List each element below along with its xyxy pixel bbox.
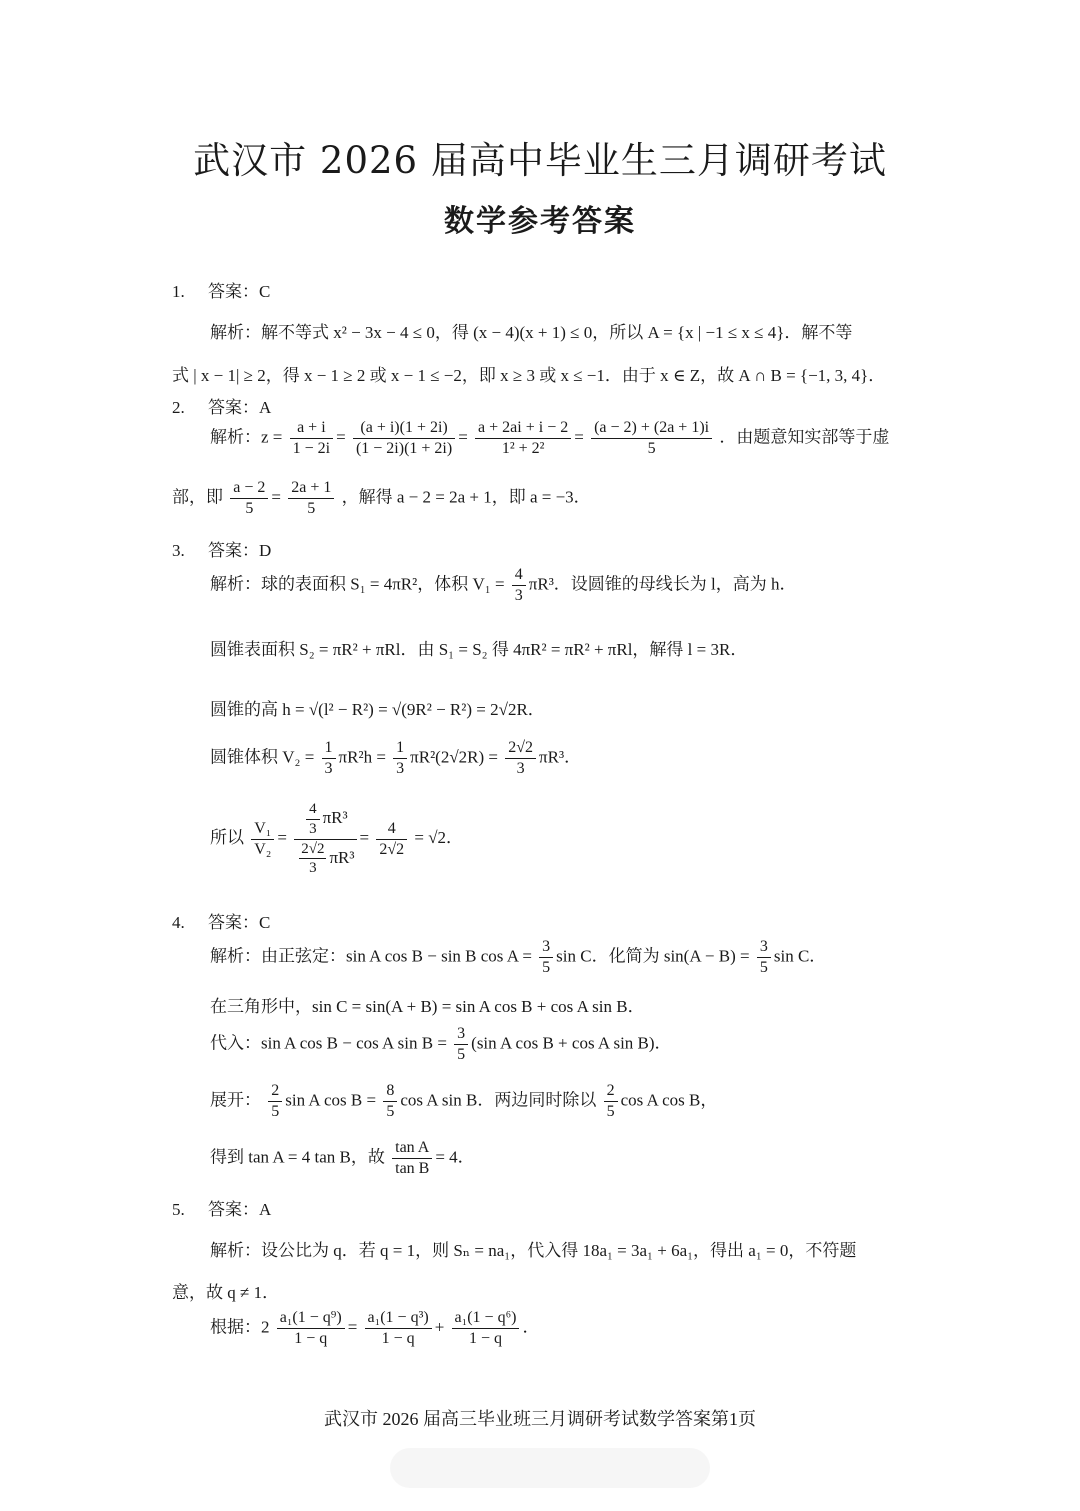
q2-l2-post: ，解得 a − 2 = 2a + 1，即 a = −3． (341, 487, 591, 507)
q4-answer-text: 答案：C (208, 913, 271, 932)
q4-fraction-7: $\frac{\text{tan A}}{\text{tan B}}$ (392, 1138, 432, 1179)
q4-l1-mid: sin C．化简为 sin(A − B) = (556, 946, 750, 966)
q4-fraction-3: $\frac{3}{5}$ (454, 1024, 468, 1065)
q4-solution-line-3 (210, 1024, 672, 1065)
q4-solution-line-5 (210, 1138, 475, 1179)
q4-l1-post: sin C． (773, 946, 827, 966)
q4-solution-line-1 (210, 937, 826, 978)
q3-nested-top-frac: $\frac{4}{3}$ (306, 800, 320, 839)
q4-l4-pre: 展开： (210, 1090, 261, 1110)
q3-l5-post: = √2． (414, 827, 464, 847)
q4-fraction-1: $\frac{3}{5}$ (539, 937, 553, 978)
q2-l2-pre: 部，即 (172, 487, 223, 507)
q3-solution-line-1 (210, 565, 797, 606)
q3-l4-pre: 圆锥体积 V₂ = (210, 747, 315, 767)
q3-solution-line-5: 所以 $\frac{\text{V₁}}{\text{V₂}}$ = $\frac{4}{3}$ πR³ $\frac{2√2}{3}$ πR³ = $\frac{4}{2√2}$ = √2． (210, 801, 464, 877)
q5-fraction-2: $\frac{\text{a₁(1 − q³)}}{1 - q}$ (365, 1308, 432, 1349)
scan-shadow (390, 1448, 710, 1488)
q3-answer-text: 答案：D (208, 541, 272, 560)
q4-answer (172, 908, 270, 933)
q4-l3-pre: 代入：sin A cos B − cos A sin B = (210, 1033, 447, 1053)
document-subtitle: 数学参考答案 (444, 204, 636, 239)
q3-fraction-5: $\frac{4}{2√2}$ (376, 819, 407, 860)
q3-l4-mid2: πR²(2√2R) = (410, 747, 499, 767)
q4-solution-line-4 (210, 1081, 717, 1122)
q5-fraction-3: $\frac{\text{a₁(1 − q⁶)}}{1 - q}$ (452, 1308, 520, 1349)
q4-fraction-2: $\frac{3}{5}$ (757, 937, 771, 978)
q3-solution-line-4 (210, 738, 581, 779)
q3-nested-bot-frac: $\frac{2√2}{3}$ (301, 840, 325, 877)
q3-answer (172, 536, 271, 561)
q2-solution-line-2: 部，即 $\frac{a - 2}{5}$ = $\frac{2a + 1}{5}$ ，解得 a − 2 = 2a + 1，即 a = −3． (172, 479, 591, 517)
q2-answer-text: 答案：A (208, 398, 272, 417)
q2-fraction-2: $\frac{(a + i)(1 + 2i)}{(1 - 2i)(1 + 2i)}$ (353, 418, 455, 459)
q4-fraction-6: $\frac{2}{5}$ (604, 1081, 618, 1122)
q4-fraction-5: $\frac{8}{5}$ (383, 1081, 397, 1122)
q5-fraction-1: $\frac{\text{a₁(1 − q⁹)}}{1 - q}$ (277, 1308, 345, 1349)
q3-solution-line-3: 圆锥的高 h = √(l² − R²) = √(9R² − R²) = 2√2R． (210, 700, 545, 719)
q5-number: 5. (172, 1200, 185, 1219)
q5-answer (172, 1195, 271, 1220)
q1-number: 1. (172, 282, 185, 301)
q2-l1-pre: 解析：z = (210, 427, 283, 447)
q3-number: 3. (172, 541, 185, 560)
q3-nested-fraction: $\frac{4}{3}$ πR³ $\frac{2√2}{3}$ πR³ (294, 800, 356, 878)
q2-fraction-4: $\frac{(a - 2) + (2a + 1)i}{5}$ (591, 418, 712, 459)
q4-l5-post: = 4． (435, 1147, 475, 1167)
q5-l3-post: ． (522, 1317, 540, 1337)
q5-l3-pre: 根据：2 (210, 1317, 270, 1337)
q3-l4-post: πR³． (539, 747, 582, 767)
q4-solution-line-2: 在三角形中，sin C = sin(A + B) = sin A cos B + cos A sin B． (210, 997, 645, 1016)
q2-fraction-5: $\frac{a - 2}{5}$ (230, 478, 268, 519)
q1-solution-line-1: 解析：解不等式 x² − 3x − 4 ≤ 0，得 (x − 4)(x + 1) ≤ 0，所以 A = {x | −1 ≤ x ≤ 4}．解不等 (210, 323, 853, 342)
q4-fraction-4: $\frac{2}{5}$ (268, 1081, 282, 1122)
q4-l3-post: (sin A cos B + cos A sin B)． (471, 1033, 672, 1053)
q4-l1-pre: 解析：由正弦定：sin A cos B − sin B cos A = (210, 946, 532, 966)
q3-fraction-4: $\frac{2√2}{3}$ (505, 738, 536, 779)
q3-ratio-fraction: $\frac{\text{V₁}}{\text{V₂}}$ (251, 819, 274, 860)
q2-fraction-1: $\frac{a + i}{1 - 2i}$ (290, 418, 333, 459)
q2-fraction-6: $\frac{2a + 1}{5}$ (288, 478, 334, 519)
q3-l1-pre: 解析：球的表面积 S₁ = 4πR²，体积 V₁ = (210, 574, 505, 594)
q3-l1-post: πR³．设圆锥的母线长为 l，高为 h． (528, 574, 797, 594)
q3-fraction-2: $\frac{1}{3}$ (322, 738, 336, 779)
q2-solution-line-1: 解析：z = $\frac{a + i}{1 - 2i}$ = $\frac{(a + i)(1 + 2i)}{(1 - 2i)(1 + 2i)}$ = $\frac{a + 2ai + i - 2}{\text{1² + 2²}}$ = $\frac{(a - 2) + (2a + 1)i}{5}$ ．由题意知实部等于虚 (210, 419, 890, 457)
q3-fraction-1: $\frac{4}{3}$ (512, 565, 526, 606)
page-footer: 武汉市 2026 届高三毕业班三月调研考试数学答案第1页 (324, 1409, 756, 1429)
q1-answer-text: 答案：C (208, 282, 271, 301)
q4-number: 4. (172, 913, 185, 932)
q3-fraction-3: $\frac{1}{3}$ (393, 738, 407, 779)
q4-l4-mid2: cos A sin B．两边同时除以 (400, 1090, 597, 1110)
q2-l1-post: ．由题意知实部等于虚 (719, 427, 890, 447)
q2-fraction-3: $\frac{a + 2ai + i - 2}{\text{1² + 2²}}$ (475, 418, 571, 459)
q3-l5-pre: 所以 (210, 827, 244, 847)
q1-solution-line-2: 式 | x − 1| ≥ 2，得 x − 1 ≥ 2 或 x − 1 ≤ −2，即 x ≥ 3 或 x ≤ −1．由于 x ∈ Z，故 A ∩ B = {−1, 3, 4}． (172, 366, 886, 385)
q3-l4-mid: πR²h = (338, 747, 386, 767)
q4-l4-post: cos A cos B， (620, 1090, 718, 1110)
q5-solution-line-2: 意，故 q ≠ 1． (172, 1283, 280, 1302)
q2-number: 2. (172, 398, 185, 417)
q1-answer (172, 277, 270, 302)
q2-answer (172, 393, 271, 418)
q4-l5-pre: 得到 tan A = 4 tan B，故 (210, 1147, 385, 1167)
q5-answer-text: 答案：A (208, 1200, 272, 1219)
q5-solution-line-3: 根据：2 $\frac{\text{a₁(1 − q⁹)}}{1 - q}$ = $\frac{\text{a₁(1 − q³)}}{1 - q}$ + $\frac{\text{a₁(1 − q⁶)}}{1 - q}$ ． (210, 1309, 540, 1347)
document-title: 武汉市 2026 届高中毕业生三月调研考试 (193, 139, 887, 182)
q5-solution-line-1: 解析：设公比为 q．若 q = 1，则 Sₙ = na₁，代入得 18a₁ = 3a₁ + 6a₁，得出 a₁ = 0，不符题 (210, 1241, 857, 1260)
q4-l4-mid: sin A cos B = (285, 1090, 377, 1110)
q3-solution-line-2: 圆锥表面积 S₂ = πR² + πRl．由 S₁ = S₂ 得 4πR² = πR² + πRl，解得 l = 3R． (210, 640, 748, 659)
